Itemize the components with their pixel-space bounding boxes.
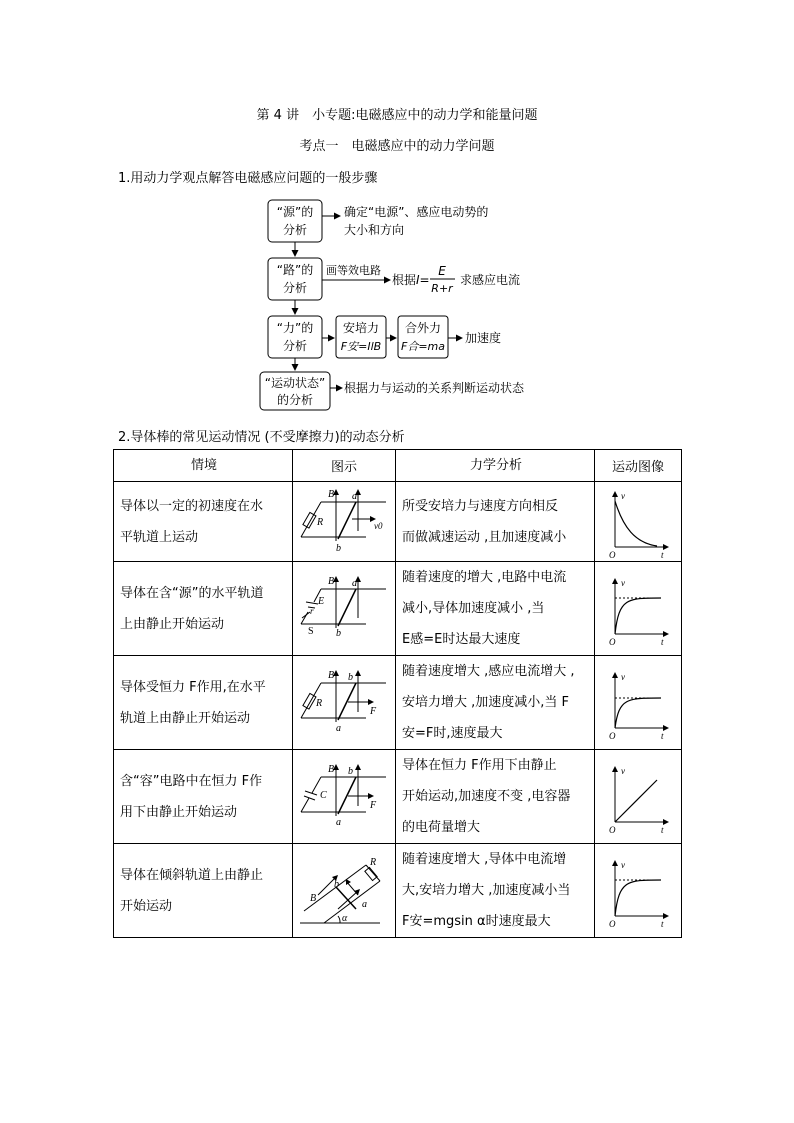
flow-circuit-result-post: 求感应电流 (460, 273, 521, 287)
svg-text:B: B (310, 892, 317, 904)
header-figure: 图示 (293, 450, 396, 482)
svg-text:t: t (661, 549, 664, 559)
flow-circuit-formula-num: E (438, 264, 446, 278)
page-title: 第 4 讲 小专题:电磁感应中的动力学和能量问题 (256, 108, 538, 123)
flow-circuit-arrow-label: 画等效电路 (326, 264, 381, 277)
svg-text:C: C (320, 789, 327, 801)
analysis-cell: 随着速度增大 ,感应电流增大 , 安培力增大 ,加速度减小,当 F 安=F时,速度最大 (396, 656, 595, 750)
svg-text:t: t (661, 918, 664, 928)
flow-source-result-l2: 大小和方向 (344, 223, 405, 237)
graph-linear (603, 760, 673, 834)
svg-text:O: O (609, 549, 616, 559)
flow-circuit-result-pre: 根据 (392, 273, 417, 287)
svg-text:O: O (609, 918, 616, 928)
vt-curve (615, 880, 661, 916)
scenario-cell: 含“容”电路中在恒力 F作 用下由静止开始运动 (114, 750, 293, 844)
svg-text:b: b (348, 671, 353, 683)
svg-text:B: B (328, 488, 335, 500)
flow-ampere-formula: F安=IlB (340, 340, 382, 353)
svg-text:a: a (352, 577, 357, 589)
flow-motion-result: 根据力与运动的关系判断运动状态 (344, 381, 525, 395)
graph-cell (595, 844, 682, 938)
svg-text:B: B (328, 763, 335, 775)
vt-curve (615, 501, 657, 546)
svg-text:B: B (328, 575, 335, 587)
figure-horizontal-rail (296, 487, 392, 557)
scenario-cell: 导体受恒力 F作用,在水平 轨道上由静止开始运动 (114, 656, 293, 750)
flow-net-label: 合外力 (404, 321, 442, 335)
svg-text:B: B (328, 669, 335, 681)
page-subtitle: 考点一 电磁感应中的动力学问题 (299, 139, 495, 154)
svg-text:t: t (661, 824, 664, 834)
svg-text:O: O (609, 730, 616, 740)
svg-text:v0: v0 (374, 520, 383, 531)
analysis-cell: 所受安培力与速度方向相反 而做减速运动 ,且加速度减小 (396, 482, 595, 562)
table-row (114, 844, 682, 938)
flow-box-motion-l1: “运动状态” (264, 376, 326, 390)
graph-rise-saturate (603, 572, 673, 646)
svg-text:a: a (362, 898, 367, 910)
table-row (114, 750, 682, 844)
flow-source-result-l1: 确定“电源”、感应电动势的 (344, 205, 489, 219)
figure-capacitor-rail (296, 762, 392, 832)
flowchart (250, 192, 550, 416)
flow-box-force-l2: 分析 (282, 339, 308, 353)
analysis-cell: 随着速度的增大 ,电路中电流 减小,导体加速度减小 ,当 E感=E时达最大速度 (396, 562, 595, 656)
figure-cell (293, 656, 396, 750)
header-graph: 运动图像 (595, 450, 682, 482)
flow-ampere-label: 安培力 (342, 321, 380, 335)
svg-text:O: O (609, 824, 616, 834)
svg-text:E: E (318, 595, 325, 607)
flow-net-formula: F合=ma (401, 340, 445, 353)
graph-cell (595, 562, 682, 656)
header-scenario: 情境 (114, 450, 293, 482)
flow-box-circuit-l2: 分析 (282, 281, 308, 295)
flow-accel: 加速度 (465, 331, 502, 345)
svg-text:R: R (317, 516, 324, 528)
svg-text:t: t (661, 636, 664, 646)
graph-rise-saturate (603, 666, 673, 740)
svg-text:a: a (336, 816, 341, 828)
svg-text:t: t (661, 730, 664, 740)
analysis-cell: 导体在恒力 F作用下由静止 开始运动,加速度不变 ,电容器 的电荷量增大 (396, 750, 595, 844)
motion-analysis-table (113, 449, 682, 938)
svg-text:v: v (621, 859, 625, 870)
analysis-cell: 随着速度增大 ,导体中电流增 大,安培力增大 ,加速度减小当 F安=mgsin α时速度最大 (396, 844, 595, 938)
figure-cell (293, 562, 396, 656)
svg-text:v: v (621, 671, 625, 682)
svg-text:b: b (348, 765, 353, 777)
graph-cell (595, 482, 682, 562)
svg-text:F: F (370, 705, 377, 717)
section-1-heading: 1.用动力学观点解答电磁感应问题的一般步骤 (118, 171, 378, 186)
table-row (114, 562, 682, 656)
vt-curve (615, 698, 661, 728)
figure-cell (293, 844, 396, 938)
flow-box-circuit-l1: “路”的 (276, 263, 314, 277)
svg-text:R: R (316, 697, 323, 709)
flow-circuit-formula-lhs: I= (416, 273, 430, 287)
svg-text:v: v (621, 490, 625, 501)
svg-text:R: R (370, 856, 377, 868)
graph-cell (595, 656, 682, 750)
scenario-cell: 导体在倾斜轨道上由静止 开始运动 (114, 844, 293, 938)
flow-box-source-l2: 分析 (282, 223, 308, 237)
flowchart-svg (250, 192, 550, 412)
vt-curve (615, 780, 657, 822)
vt-curve (615, 598, 661, 634)
svg-text:v: v (621, 765, 625, 776)
table-header-row (114, 450, 682, 482)
svg-text:F: F (370, 799, 377, 811)
flow-box-force-l1: “力”的 (276, 321, 314, 335)
table-row (114, 656, 682, 750)
figure-force-rail (296, 668, 392, 738)
flow-box-motion-l2: 的分析 (276, 393, 314, 407)
svg-text:b: b (334, 878, 339, 890)
graph-decay (603, 485, 673, 559)
section-2-heading: 2.导体棒的常见运动情况 (不受摩擦力)的动态分析 (118, 430, 405, 445)
svg-text:a: a (352, 490, 357, 502)
header-analysis: 力学分析 (396, 450, 595, 482)
svg-text:b: b (336, 627, 341, 639)
table-row (114, 482, 682, 562)
scenario-cell: 导体在含“源”的水平轨道 上由静止开始运动 (114, 562, 293, 656)
svg-text:v: v (621, 577, 625, 588)
figure-source-rail (296, 574, 392, 644)
svg-text:S: S (308, 625, 314, 637)
flow-circuit-formula-den: R+r (431, 282, 453, 295)
svg-text:a: a (336, 722, 341, 734)
figure-inclined-rail (296, 851, 392, 931)
svg-text:α: α (342, 912, 348, 924)
figure-cell (293, 482, 396, 562)
svg-text:r: r (310, 605, 314, 616)
svg-text:b: b (336, 542, 341, 554)
graph-rise-saturate (603, 854, 673, 928)
graph-cell (595, 750, 682, 844)
flow-box-source-l1: “源”的 (276, 205, 314, 219)
figure-cell (293, 750, 396, 844)
svg-text:O: O (609, 636, 616, 646)
scenario-cell: 导体以一定的初速度在水 平轨道上运动 (114, 482, 293, 562)
